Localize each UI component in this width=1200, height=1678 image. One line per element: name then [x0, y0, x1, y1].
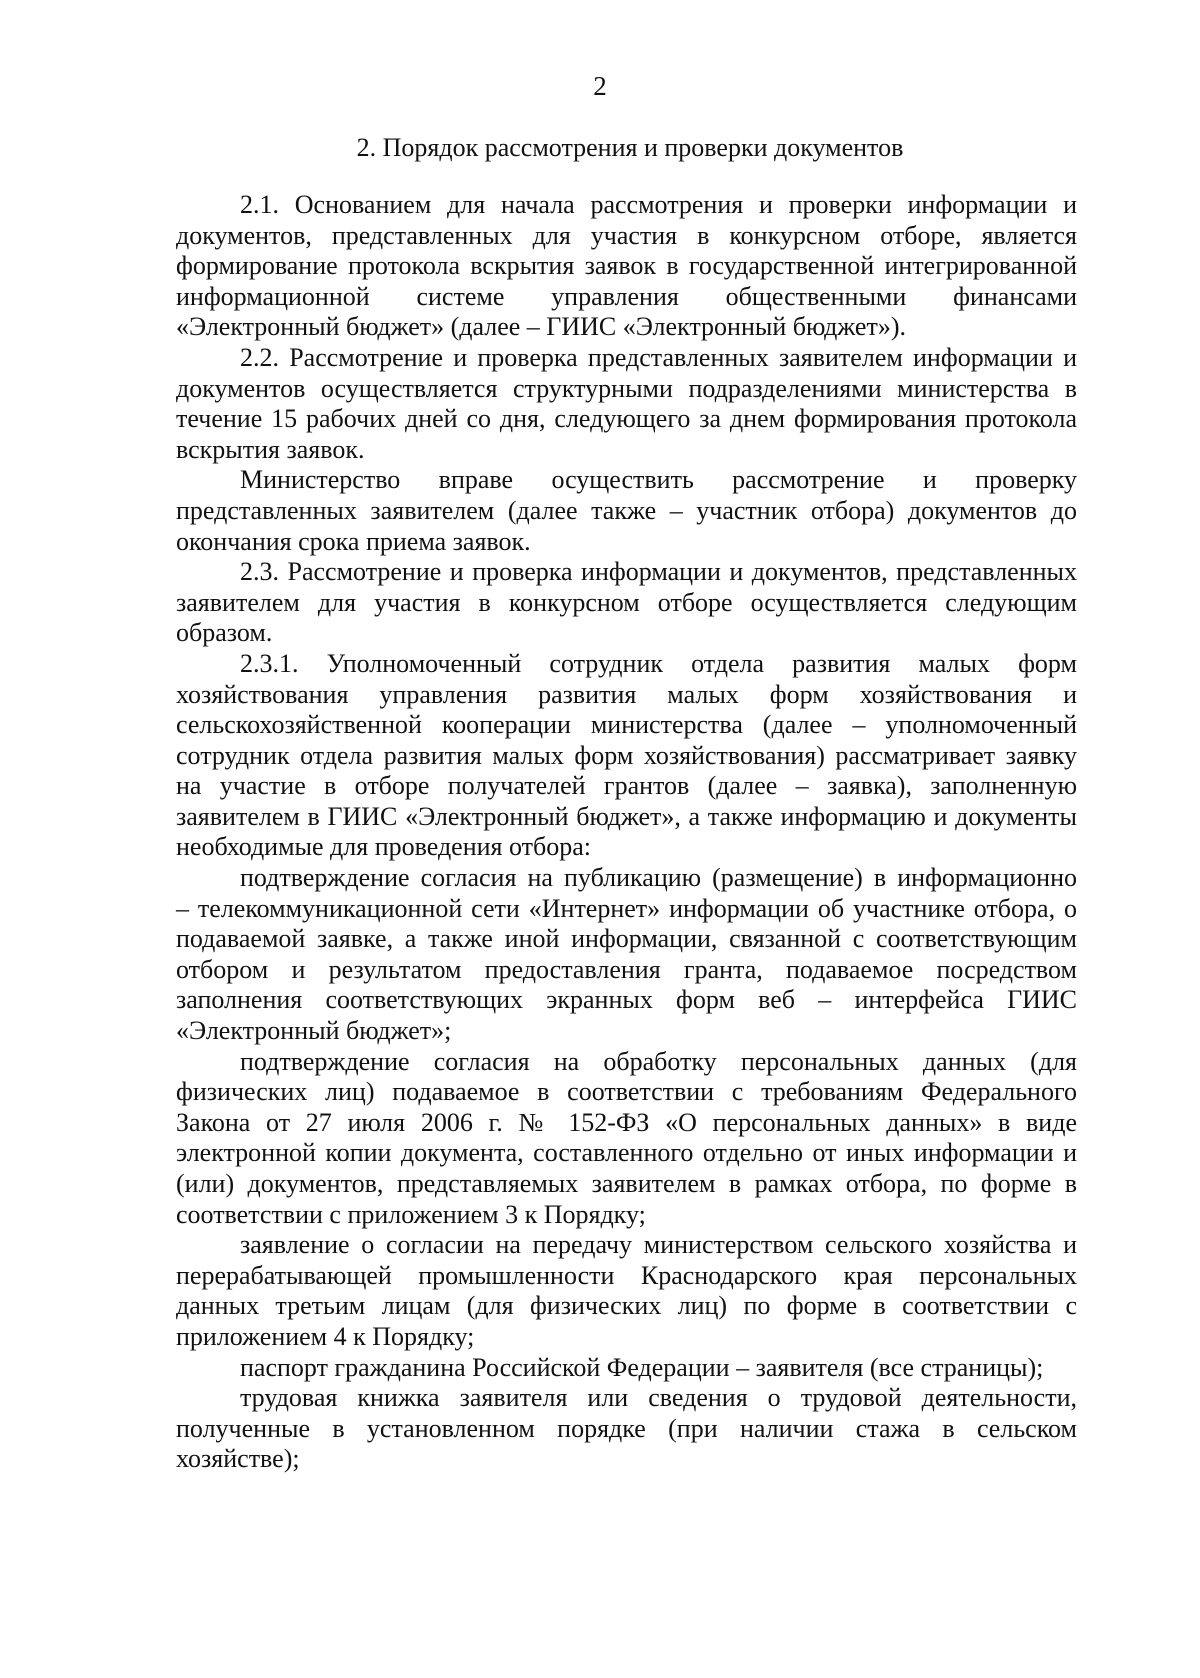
- paragraph-line: заявление о согласии на передачу министерством сельского хозяйства и: [240, 1230, 1077, 1260]
- paragraph-line: (или) документов, представляемых заявителем в рамках отбора, по форме в: [176, 1169, 1077, 1198]
- paragraph: [176, 557, 1077, 649]
- paragraph-line: хозяйствования управления развития малых форм хозяйствования и: [176, 679, 1077, 709]
- paragraph-line: перерабатывающей промышленности Краснодарского края персональных: [176, 1260, 1077, 1290]
- paragraph-line: хозяйстве);: [176, 1444, 300, 1474]
- paragraph-line: образом.: [176, 618, 273, 648]
- paragraph-line: течение 15 рабочих дней со дня, следующего за днем формирования протокола: [176, 404, 1077, 434]
- body-text: [176, 190, 1077, 1475]
- paragraph: [176, 343, 1077, 465]
- paragraph-line: отбором и результатом предоставления гранта, подаваемое посредством: [176, 954, 1077, 984]
- paragraph-line: соответствии с приложением 3 к Порядку;: [176, 1199, 646, 1229]
- paragraph-line: заявителем в ГИИС «Электронный бюджет», а также информацию и документы: [176, 801, 1077, 831]
- paragraph-line: представленных заявителем (далее также – участник отбора) документов до: [176, 495, 1077, 525]
- paragraph-line: подтверждение согласия на публикацию (размещение) в информационно: [240, 863, 1077, 893]
- paragraph-line: подтверждение согласия на обработку персональных данных (для: [240, 1046, 1077, 1076]
- paragraph: [176, 649, 1077, 863]
- paragraph: [176, 1383, 1077, 1475]
- paragraph-line: физических лиц) подаваемое в соответствии с требованиям Федерального: [176, 1077, 1077, 1107]
- paragraph-line: сельскохозяйственной кооперации министерства (далее – уполномоченный: [176, 710, 1077, 740]
- paragraph-line: паспорт гражданина Российской Федерации – заявителя (все страницы);: [240, 1352, 1044, 1382]
- paragraph: [176, 1047, 1077, 1231]
- paragraph-line: 2.2. Рассмотрение и проверка представленных заявителем информации и: [240, 342, 1077, 372]
- paragraph-line: на участие в отборе получателей грантов (далее – заявка), заполненную: [176, 771, 1077, 801]
- paragraph: [176, 1353, 1077, 1384]
- paragraph-line: электронной копии документа, составленного отдельно от иных информации и: [176, 1138, 1077, 1168]
- paragraph-line: полученные в установленном порядке (при наличии стажа в сельском: [176, 1413, 1077, 1443]
- paragraph-line: данных третьим лицам (для физических лиц) по форме в соответствии с: [176, 1291, 1077, 1321]
- paragraph-line: приложением 4 к Порядку;: [176, 1321, 475, 1351]
- paragraph-line: необходимые для проведения отбора:: [176, 832, 592, 862]
- paragraph-line: формирование протокола вскрытия заявок в государственной интегрированной: [176, 251, 1077, 281]
- paragraph-line: окончания срока приема заявок.: [176, 526, 531, 556]
- paragraph-line: подаваемой заявке, а также иной информации, связанной с соответствующим: [176, 924, 1077, 954]
- paragraph-line: трудовая книжка заявителя или сведения о трудовой деятельности,: [240, 1383, 1077, 1413]
- section-title: 2. Порядок рассмотрения и проверки документов: [356, 133, 904, 162]
- paragraph: [176, 465, 1077, 557]
- paragraph: [176, 1230, 1077, 1352]
- paragraph: [176, 863, 1077, 1047]
- paragraph-line: Закона от 27 июля 2006 г. № 152-ФЗ «О персональных данных» в виде: [176, 1107, 1077, 1137]
- paragraph-line: сотрудник отдела развития малых форм хозяйствования) рассматривает заявку: [176, 740, 1077, 770]
- paragraph-line: заполнения соответствующих экранных форм веб – интерфейса ГИИС: [176, 985, 1077, 1015]
- paragraph-line: 2.3.1. Уполномоченный сотрудник отдела развития малых форм: [240, 648, 1077, 678]
- paragraph-line: документов, представленных для участия в конкурсном отборе, является: [176, 220, 1077, 250]
- paragraph-line: – телекоммуникационной сети «Интернет» информации об участнике отбора, о: [176, 893, 1077, 923]
- paragraph-line: заявителем для участия в конкурсном отборе осуществляется следующим: [176, 587, 1077, 617]
- paragraph-line: «Электронный бюджет» (далее – ГИИС «Электронный бюджет»).: [176, 312, 906, 342]
- paragraph-line: «Электронный бюджет»;: [176, 1016, 452, 1046]
- paragraph-line: 2.1. Основанием для начала рассмотрения и проверки информации и: [240, 190, 1077, 219]
- paragraph: [176, 190, 1077, 343]
- paragraph-line: информационной системе управления общественными финансами: [176, 281, 1077, 311]
- paragraph-line: вскрытия заявок.: [176, 434, 365, 464]
- page-number: 2: [593, 71, 607, 101]
- paragraph-line: Министерство вправе осуществить рассмотрение и проверку: [240, 465, 1077, 495]
- paragraph-line: документов осуществляется структурными подразделениями министерства в: [176, 373, 1077, 403]
- paragraph-line: 2.3. Рассмотрение и проверка информации и документов, представленных: [240, 557, 1077, 587]
